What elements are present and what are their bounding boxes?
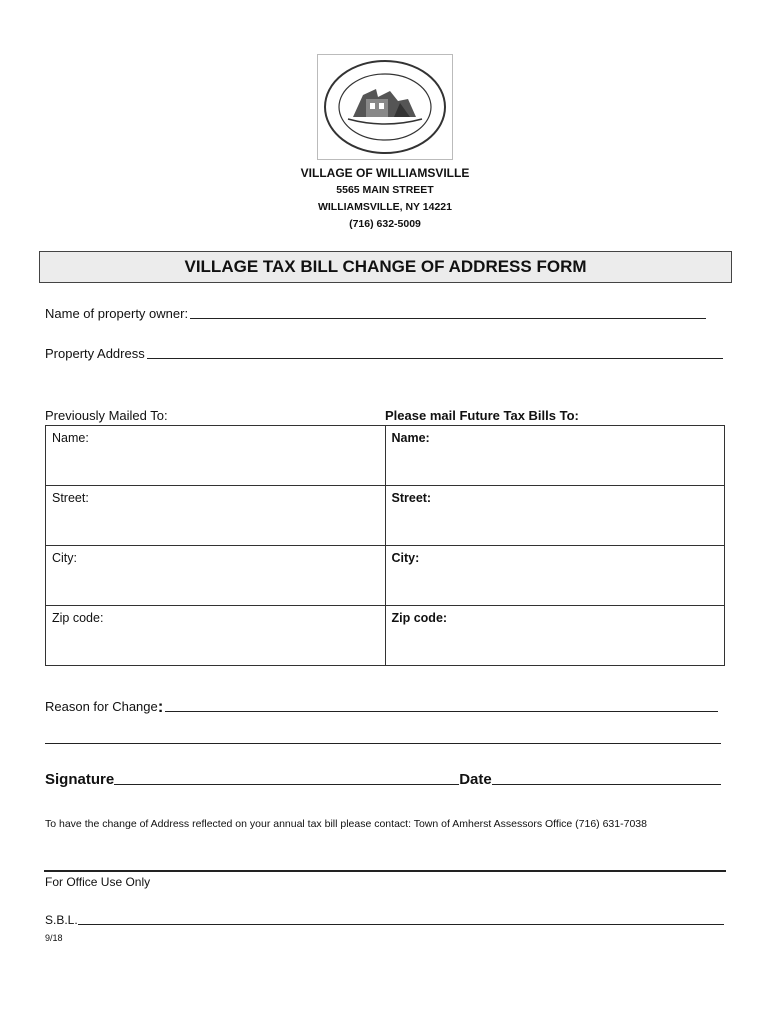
table-row	[46, 606, 725, 666]
org-city-state: WILLIAMSVILLE, NY 14221	[317, 201, 452, 213]
form-title: VILLAGE TAX BILL CHANGE OF ADDRESS FORM	[39, 251, 732, 283]
prev-city-cell[interactable]: City:	[46, 546, 386, 606]
org-street: 5565 MAIN STREET	[336, 184, 434, 196]
reason-field[interactable]	[45, 699, 718, 714]
reason-input-line[interactable]	[165, 699, 718, 712]
owner-field[interactable]	[45, 306, 706, 321]
prev-zip-cell[interactable]: Zip code:	[46, 606, 386, 666]
owner-input-line[interactable]	[190, 306, 706, 319]
signature-row	[45, 770, 721, 788]
reason-label: Reason for Change	[45, 699, 158, 714]
revision-code: 9/18	[45, 933, 63, 943]
prev-street-cell[interactable]: Street:	[46, 486, 386, 546]
future-name-cell[interactable]: Name:	[385, 426, 725, 486]
sbl-input-line[interactable]	[78, 912, 724, 925]
village-seal	[317, 54, 453, 160]
table-row	[46, 546, 725, 606]
org-phone: (716) 632-5009	[349, 218, 421, 230]
office-divider	[44, 870, 726, 872]
date-label: Date	[459, 771, 492, 788]
sbl-label: S.B.L.	[45, 913, 78, 927]
previous-heading: Previously Mailed To:	[45, 408, 168, 423]
owner-label: Name of property owner:	[45, 306, 189, 321]
contact-note: To have the change of Address reflected on your annual tax bill please contact: Town of Amherst Assessors Office (716) 631-7038	[45, 818, 647, 830]
property-address-field[interactable]	[45, 346, 723, 361]
future-heading: Please mail Future Tax Bills To:	[385, 408, 579, 423]
future-street-cell[interactable]: Street:	[385, 486, 725, 546]
signature-input-line[interactable]	[114, 770, 459, 785]
office-use-label: For Office Use Only	[45, 875, 151, 889]
reason-colon: :	[157, 697, 164, 716]
property-address-label: Property Address	[45, 346, 145, 361]
future-city-cell[interactable]: City:	[385, 546, 725, 606]
org-name: VILLAGE OF WILLIAMSVILLE	[300, 166, 470, 180]
village-seal-icon	[318, 55, 452, 159]
property-address-input-line[interactable]	[147, 346, 723, 359]
future-zip-cell[interactable]: Zip code:	[385, 606, 725, 666]
prev-name-cell[interactable]: Name:	[46, 426, 386, 486]
reason-continuation-line[interactable]	[45, 743, 721, 744]
address-table	[45, 425, 725, 666]
table-row	[46, 426, 725, 486]
table-row	[46, 486, 725, 546]
signature-label: Signature	[45, 771, 115, 788]
sbl-field[interactable]	[45, 912, 724, 927]
date-input-line[interactable]	[492, 770, 721, 785]
